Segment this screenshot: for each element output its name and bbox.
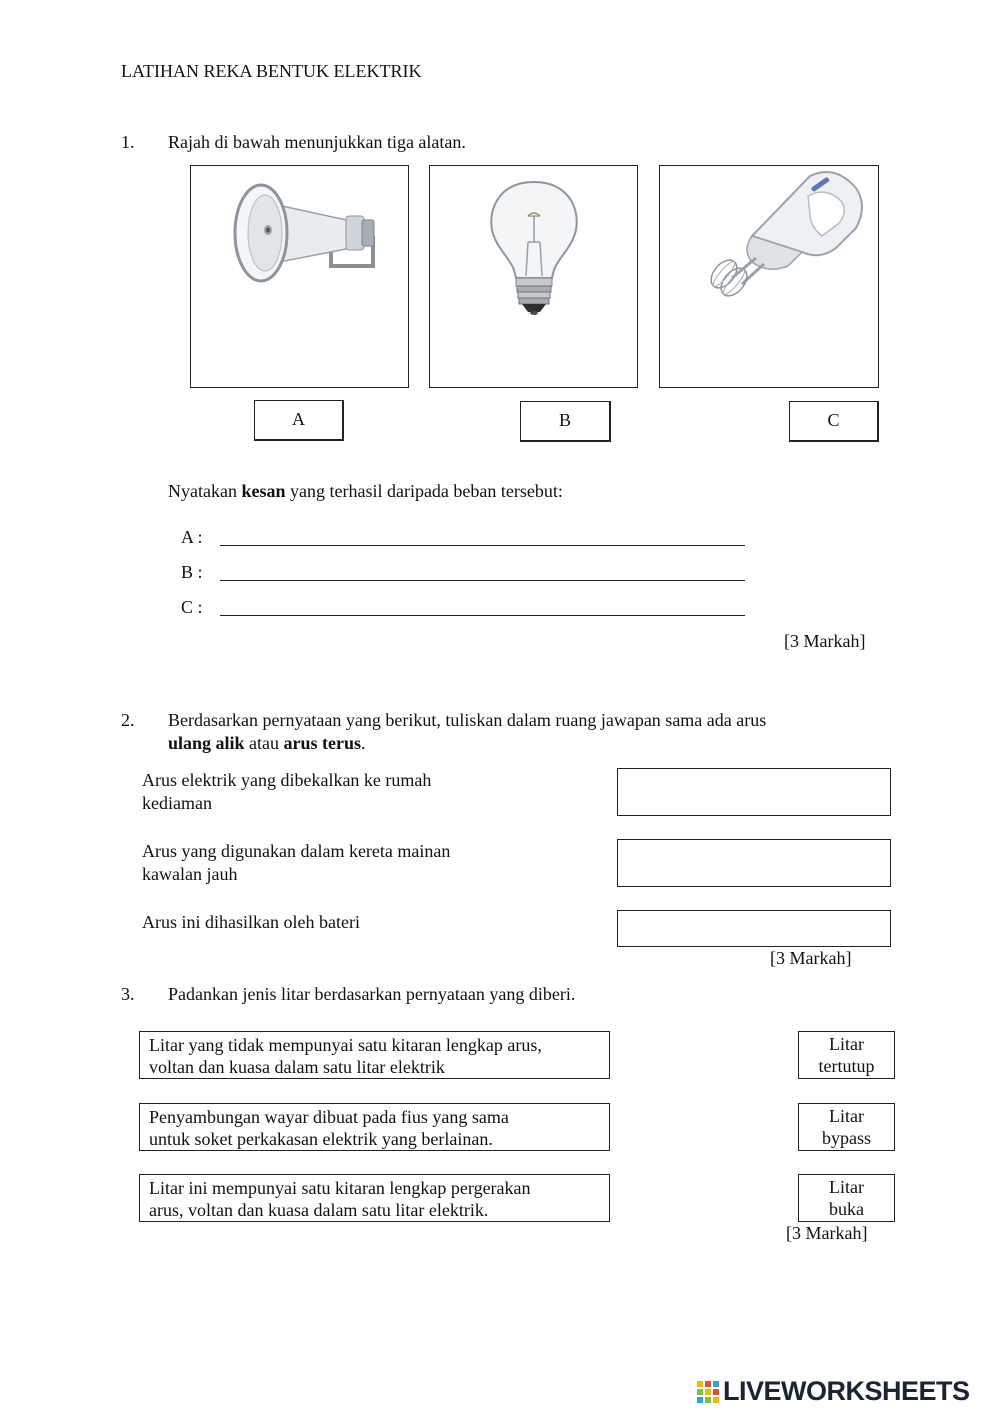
q2-statement-2-line2: kawalan jauh (142, 864, 238, 884)
q2-answer-box-1[interactable] (617, 768, 891, 816)
answer-line-b[interactable] (220, 580, 745, 581)
q2-statement-1-line1: Arus elektrik yang dibekalkan ke rumah (142, 770, 432, 790)
label-box-b: B (520, 401, 611, 442)
q2-prompt-line2 (168, 732, 366, 755)
image-frame-c (659, 165, 879, 388)
q1-instruction-post: yang terhasil daripada beban tersebut: (285, 481, 563, 501)
q2-number: 2. (121, 710, 135, 730)
image-frame-b (429, 165, 638, 388)
q3-statement-3-line2: arus, voltan dan kuasa dalam satu litar elektrik. (149, 1200, 489, 1220)
q2-statement-1-line2: kediaman (142, 793, 212, 813)
q3-option-litar-buka[interactable] (798, 1174, 895, 1222)
q3-option-1-line1: Litar (829, 1034, 864, 1054)
q3-option-litar-tertutup[interactable] (798, 1031, 895, 1079)
q3-statement-1[interactable] (139, 1031, 610, 1079)
q3-option-3-line2: buka (829, 1199, 864, 1219)
label-box-c: C (789, 401, 879, 442)
q2-prompt-line1: Berdasarkan pernyataan yang berikut, tuliskan dalam ruang jawapan sama ada arus (168, 710, 767, 730)
q3-option-2-line1: Litar (829, 1106, 864, 1126)
q2-answer-box-3[interactable] (617, 910, 891, 947)
q2-prompt-mid: atau (244, 733, 284, 753)
q3-statement-2[interactable] (139, 1103, 610, 1151)
label-box-a: A (254, 400, 344, 441)
answer-line-c[interactable] (220, 615, 745, 616)
q1-instruction-bold: kesan (241, 481, 286, 501)
q2-bold-ulang-alik: ulang alik (168, 733, 245, 753)
q3-statement-3-line1: Litar ini mempunyai satu kitaran lengkap pergerakan (149, 1178, 531, 1198)
q2-answer-box-2[interactable] (617, 839, 891, 887)
q3-option-2-line2: bypass (822, 1128, 871, 1148)
q3-number: 3. (121, 984, 135, 1004)
q2-statement-2-line1: Arus yang digunakan dalam kereta mainan (142, 841, 451, 861)
answer-line-a[interactable] (220, 545, 745, 546)
q3-option-3-line1: Litar (829, 1177, 864, 1197)
q2-statement-3-line1: Arus ini dihasilkan oleh bateri (142, 912, 360, 932)
q2-prompt-end: . (361, 733, 366, 753)
q2-marks: [3 Markah] (770, 948, 852, 968)
q3-statement-2-line2: untuk soket perkakasan elektrik yang berlainan. (149, 1129, 493, 1149)
answer-label-c: C : (181, 597, 203, 617)
q1-number: 1. (121, 132, 135, 152)
q1-prompt: Rajah di bawah menunjukkan tiga alatan. (168, 132, 466, 152)
page-title: LATIHAN REKA BENTUK ELEKTRIK (121, 61, 422, 81)
light-bulb-icon (430, 166, 637, 387)
q3-statement-3[interactable] (139, 1174, 610, 1222)
liveworksheets-logo-icon (697, 1381, 719, 1403)
hand-mixer-icon (660, 166, 878, 387)
q2-bold-arus-terus: arus terus (283, 733, 362, 753)
q1-instruction (168, 480, 563, 503)
q3-statement-1-line2: voltan dan kuasa dalam satu litar elektrik (149, 1057, 445, 1077)
q3-prompt: Padankan jenis litar berdasarkan pernyataan yang diberi. (168, 984, 576, 1004)
liveworksheets-logo[interactable]: LIVEWORKSHEETS (723, 1376, 970, 1406)
q3-marks: [3 Markah] (786, 1223, 868, 1243)
q3-option-1-line2: tertutup (818, 1056, 875, 1076)
q1-marks: [3 Markah] (784, 631, 866, 651)
q1-instruction-pre: Nyatakan (168, 481, 242, 501)
q3-statement-1-line1: Litar yang tidak mempunyai satu kitaran lengkap arus, (149, 1035, 542, 1055)
image-frame-a (190, 165, 409, 388)
megaphone-icon (191, 166, 408, 387)
q3-option-litar-bypass[interactable] (798, 1103, 895, 1151)
answer-label-a: A : (181, 527, 203, 547)
q3-statement-2-line1: Penyambungan wayar dibuat pada fius yang sama (149, 1107, 509, 1127)
answer-label-b: B : (181, 562, 203, 582)
